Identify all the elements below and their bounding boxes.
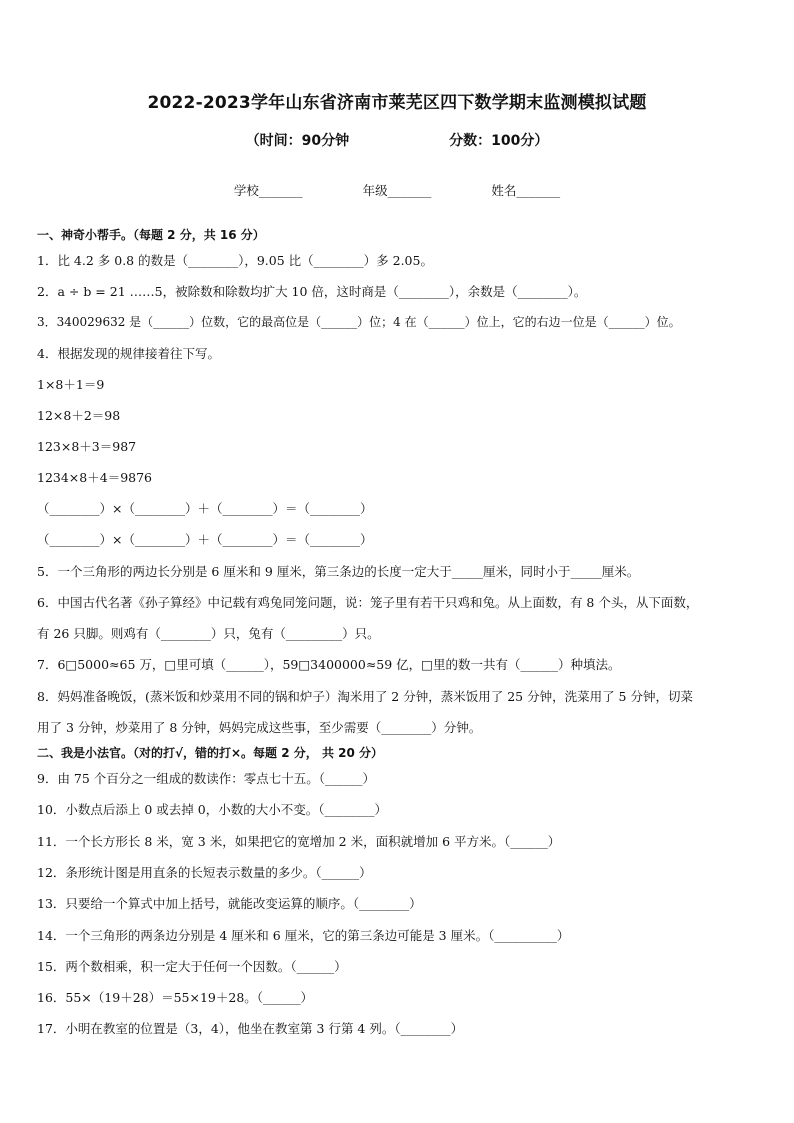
question-4: 4．根据发现的规律接着往下写。 — [37, 346, 220, 361]
question-14: 14．一个三角形的两条边分别是 4 厘米和 6 厘米，它的第三条边可能是 3 厘米。（__________） — [37, 928, 570, 943]
question-8: 8．妈妈准备晚饭，(蒸米饭和炒菜用不同的锅和炉子）淘米用了 2 分钟，蒸米饭用了 25 分钟，洗菜用了 5 分钟，切菜 — [37, 689, 693, 704]
exam-subtitle — [0, 130, 794, 150]
question-1: 1．比 4.2 多 0.8 的数是（________），9.05 比（________）多 2.05。 — [37, 253, 433, 268]
question-16: 16．55×（19＋28）＝55×19＋28。（______） — [37, 990, 314, 1005]
question-17: 17．小明在教室的位置是（3，4），他坐在教室第 3 行第 4 列。（________） — [37, 1021, 464, 1036]
answer-line-1: （________）×（________）＋（________）＝（________） — [37, 501, 373, 516]
name-field: 姓名_______ — [491, 183, 561, 198]
question-8-cont: 用了 3 分钟，炒菜用了 8 分钟，妈妈完成这些事，至少需要（________）分钟。 — [37, 720, 482, 735]
question-5: 5．一个三角形的两边长分别是 6 厘米和 9 厘米，第三条边的长度一定大于_____厘米，同时小于_____厘米。 — [37, 564, 640, 579]
pattern-line-2: 12×8＋2＝98 — [37, 408, 121, 423]
school-field: 学校_______ — [233, 183, 303, 198]
question-12: 12．条形统计图是用直条的长短表示数量的多少。（______） — [37, 865, 372, 880]
question-7: 7．6□5000≈65 万，□里可填（______），59□3400000≈59 亿，□里的数一共有（______）种填法。 — [37, 657, 621, 672]
question-6: 6．中国古代名著《孙子算经》中记载有鸡兔同笼问题，说：笼子里有若干只鸡和兔。从上面数，有 8 个头，从下面数， — [37, 595, 699, 610]
section-heading-2: 二、我是小法官。（对的打√，错的打×。每题 2 分， 共 20 分） — [37, 746, 383, 760]
question-10: 10．小数点后添上 0 或去掉 0，小数的大小不变。（________） — [37, 802, 387, 817]
time-limit: （时间：90分钟 — [245, 133, 350, 149]
pattern-line-1: 1×8＋1＝9 — [37, 377, 105, 392]
question-3: 3．340029632 是（______）位数，它的最高位是（______）位；4 在（______）位上，它的右边一位是（______）位。 — [37, 315, 681, 329]
exam-title: 2022-2023学年山东省济南市莱芜区四下数学期末监测模拟试题 — [147, 93, 647, 113]
question-9: 9．由 75 个百分之一组成的数读作：零点七十五。（______） — [37, 771, 376, 786]
answer-line-2: （________）×（________）＋（________）＝（________） — [37, 532, 373, 547]
question-11: 11．一个长方形长 8 米，宽 3 米，如果把它的宽增加 2 米，面积就增加 6 平方米。（______） — [37, 834, 561, 849]
question-2: 2．a ÷ b = 21 ……5，被除数和除数均扩大 10 倍，这时商是（________），余数是（________）。 — [37, 284, 587, 299]
question-6-cont: 有 26 只脚。则鸡有（________）只，兔有（_________）只。 — [37, 626, 380, 641]
student-info — [0, 181, 794, 199]
question-15: 15．两个数相乘，积一定大于任何一个因数。（______） — [37, 959, 347, 974]
grade-field: 年级_______ — [362, 183, 432, 198]
pattern-line-4: 1234×8＋4＝9876 — [37, 470, 153, 485]
total-score: 分数：100分） — [449, 133, 549, 149]
question-13: 13．只要给一个算式中加上括号，就能改变运算的顺序。（________） — [37, 896, 422, 911]
section-heading-1: 一、神奇小帮手。（每题 2 分，共 16 分） — [37, 228, 265, 242]
pattern-line-3: 123×8＋3＝987 — [37, 439, 137, 454]
